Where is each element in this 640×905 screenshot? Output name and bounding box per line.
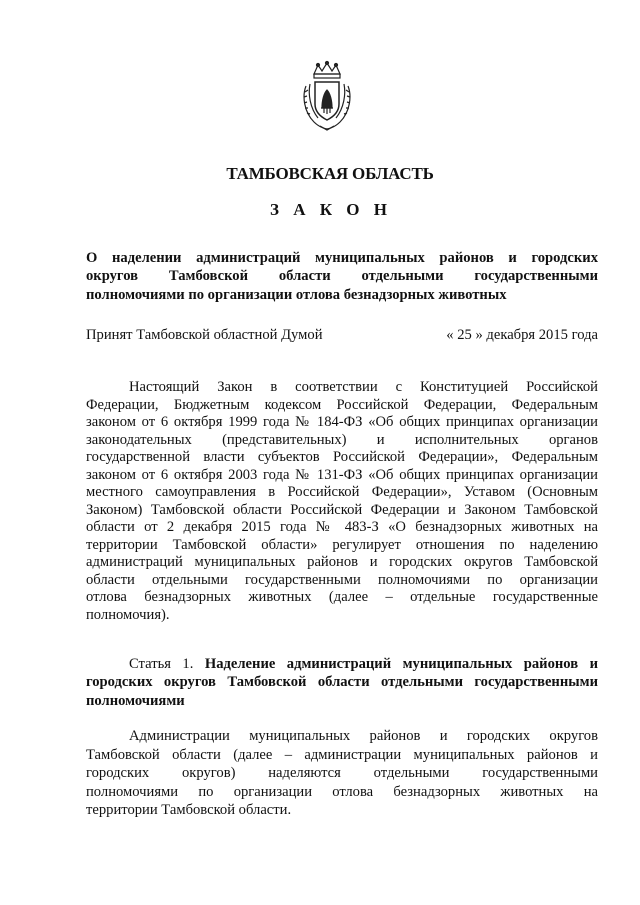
article-heading-text: Наделение администраций муниципальных районов и — [204, 656, 598, 672]
article-heading-line — [86, 673, 598, 691]
preamble-paragraph — [86, 379, 598, 624]
preamble-line: Законом) Тамбовской области Российской Федерации и Законом Тамбовской — [86, 501, 598, 518]
adoption-info — [86, 327, 598, 344]
adoption-date: « 25 » декабря 2015 года — [446, 327, 598, 343]
article-1-heading — [86, 655, 598, 710]
article-heading-line — [86, 692, 598, 710]
article-1-text — [86, 727, 598, 820]
subject-line: округов Тамбовской области отдельными государственными — [86, 268, 598, 285]
subject-line: О наделении администраций муниципальных районов и городских — [86, 250, 598, 266]
article-heading-line — [86, 655, 598, 673]
preamble-line: местного самоуправления в Российской Федерации», Уставом (Основным — [86, 484, 598, 500]
document-title: З А К О Н — [269, 200, 393, 219]
preamble-line: отлова безнадзорных животных (далее – отдельные государственные — [86, 589, 598, 605]
preamble-line: области отдельными государственными полномочиями по организации — [86, 571, 598, 588]
preamble-line: Настоящий Закон в соответствии с Конституцией Российской — [129, 379, 598, 395]
preamble-line: законом от 6 октября 2003 года № 131-ФЗ «Об общих принципах организации — [86, 466, 598, 483]
preamble-line: полномочия). — [86, 606, 170, 623]
preamble-line: области от 2 декабря 2015 года № 483-З «О безнадзорных животных на — [86, 519, 598, 535]
preamble-line: законом от 6 октября 1999 года № 184-ФЗ «Об общих принципах организации — [86, 414, 598, 430]
preamble-line: администраций муниципальных районов и городских округов Тамбовской — [86, 554, 598, 570]
adopted-by: Принят Тамбовской областной Думой — [86, 327, 323, 343]
subject-line: полномочиями по организации отлова безнадзорных животных — [86, 286, 507, 303]
preamble-line: законодательных (представительных) и исполнительных органов — [86, 431, 598, 448]
article-text-line: Администрации муниципальных районов и городских округов — [129, 728, 598, 744]
article-text-line: территории Тамбовской области. — [86, 802, 292, 819]
article-heading-text: городских округов Тамбовской области отдельными государственными — [86, 674, 598, 691]
law-subject — [86, 249, 598, 304]
article-heading-text: полномочиями — [86, 692, 185, 709]
article-text-line: полномочиями по организации отлова безнадзорных животных на — [86, 783, 598, 800]
coat-of-arms-icon — [300, 60, 354, 132]
article-number: Статья 1. — [129, 656, 194, 672]
preamble-line: территории Тамбовской области» регулирует отношения по наделению — [86, 536, 598, 553]
preamble-line: Федерации, Бюджетным кодексом Российской Федерации, Федеральным — [86, 396, 598, 413]
article-text-line: Тамбовской области (далее – администрации муниципальных районов и — [86, 746, 598, 763]
preamble-line: государственной власти субъектов Российской Федерации», Федеральным — [86, 449, 598, 465]
article-text-line: городских округов) наделяются отдельными государственными — [86, 765, 598, 782]
region-name: ТАМБОВСКАЯ ОБЛАСТЬ — [226, 164, 434, 183]
